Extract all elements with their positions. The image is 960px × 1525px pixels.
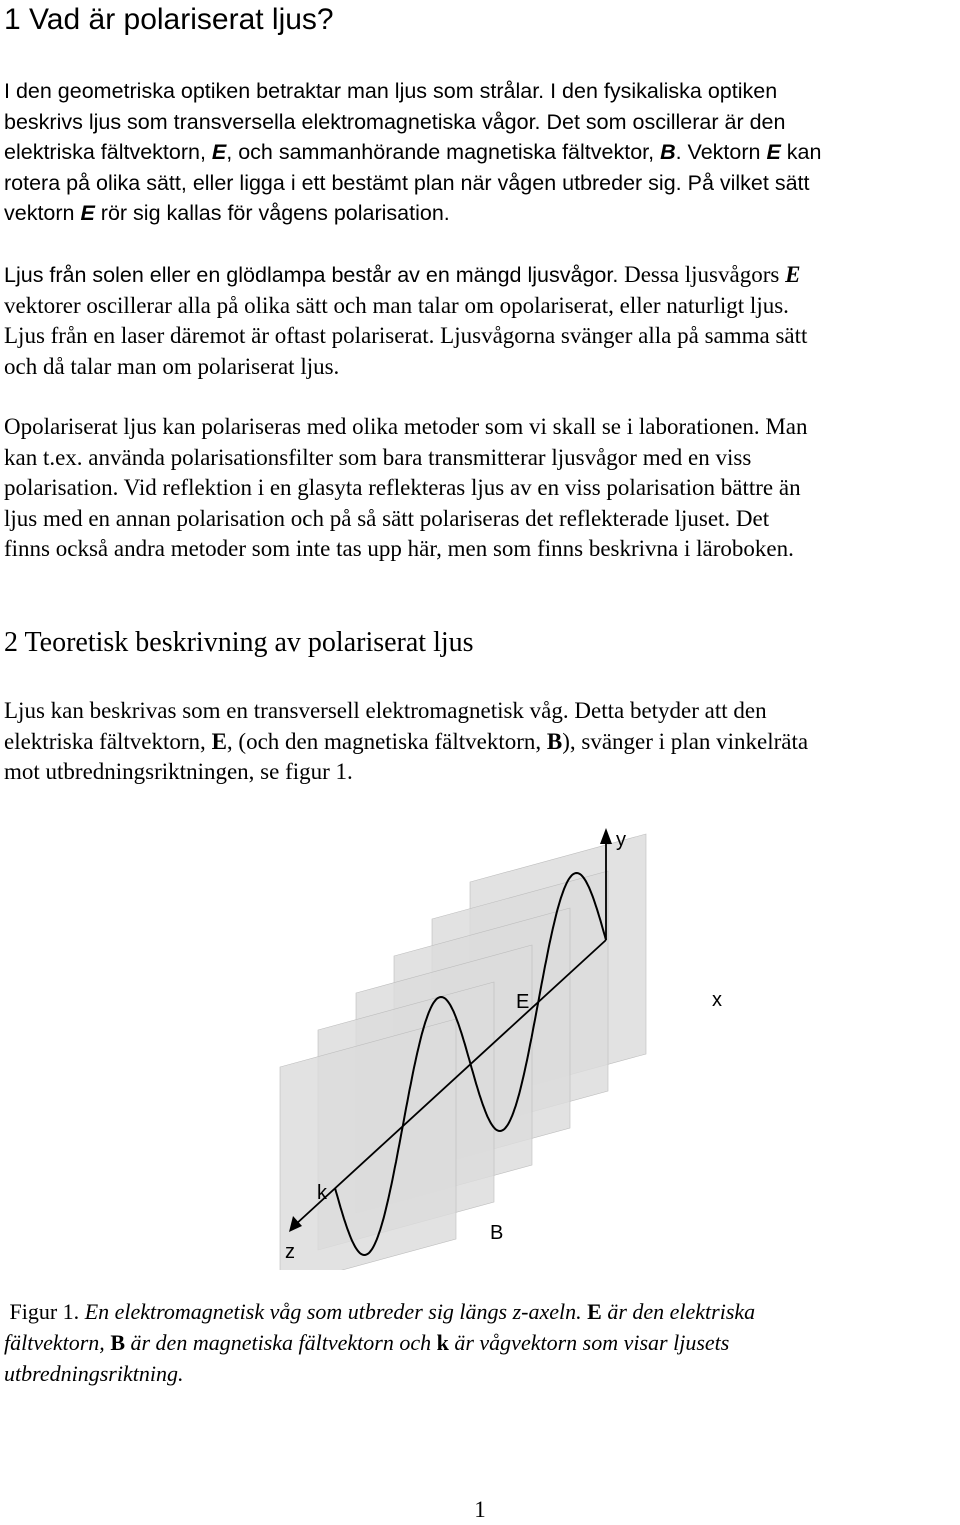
vector-b: B [660,140,676,165]
text-fragment: vektorn [4,201,81,226]
text-fragment: elektriska fältvektorn, [4,140,212,165]
text-line: vektorer oscillerar alla på olika sätt och man talar om opolariserat, eller naturligt ljus. [4,292,789,318]
section-2-paragraph-1 [4,696,808,788]
y-axis-arrowhead [600,828,612,844]
text-line: Opolariserat ljus kan polariseras med olika metoder som vi skall se i laborationen. Man [4,414,808,439]
text-fragment: är vågvektorn som visar ljusets [448,1330,730,1355]
text-line [4,260,807,291]
label-e: E [516,991,530,1013]
text-line: beskrivs ljus som transversella elektromagnetiska vågor. Det som oscillerar är den [4,109,786,134]
caption-line: utbredningsriktning. [4,1361,184,1386]
section-1-paragraph-3 [4,412,808,565]
caption-line [4,1327,755,1358]
vector-e: E [785,262,801,287]
text-line: polarisation. Vid reflektion i en glasyta reflekteras ljus av en viss polarisation bättre än [4,475,801,501]
text-line: kan t.ex. använda polarisationsfilter som bara transmitterar ljusvågor med en viss [4,444,752,470]
vector-e: E [211,728,227,754]
wavefront-planes [280,834,646,1270]
section-1-heading: 1 Vad är polariserat ljus? [4,3,334,36]
text-fragment: . Vektorn [675,140,767,165]
vector-e: E [211,140,227,165]
label-z: z [285,1241,295,1263]
wavefront-plane [280,1019,456,1270]
section-2-heading: 2 Teoretisk beskrivning av polariserat ljus [4,627,474,658]
caption-line [4,1296,755,1327]
vector-k: k [436,1330,449,1355]
text-line [4,137,821,168]
vector-e: E [766,140,781,165]
text-fragment: En elektromagnetisk våg som utbreder sig längs z-axeln. [84,1299,588,1324]
vector-b: B [546,728,563,754]
text-line: I den geometriska optiken betraktar man ljus som strålar. I den fysikaliska optiken [4,79,778,103]
section-1-paragraph-1 [4,76,821,229]
text-fragment: , och sammanhörande magnetiska fältvektor, [226,140,661,165]
text-fragment: rör sig kallas för vågens polarisation. [94,201,450,226]
label-y: y [616,829,626,851]
text-line: Ljus kan beskrivas som en transversell elektromagnetisk våg. Detta betyder att den [4,698,767,723]
page-number: 1 [474,1497,486,1522]
text-fragment: , (och den magnetiska fältvektorn, [226,728,547,754]
text-line [4,198,821,229]
text-line: finns också andra metoder som inte tas upp här, men som finns beskrivna i läroboken. [4,536,794,562]
text-fragment: Ljus från solen eller en glödlampa består av en mängd ljusvågor. [4,263,619,287]
text-line: mot utbredningsriktningen, se figur 1. [4,759,353,785]
vector-e: E [80,201,95,226]
label-k: k [317,1182,327,1204]
text-fragment: Dessa ljusvågors [618,262,786,287]
text-line: Ljus från en laser däremot är oftast polariserat. Ljusvågorna svänger alla på samma sätt [4,323,808,349]
text-line [4,727,808,758]
text-fragment: är den elektriska [601,1299,756,1324]
label-b: B [490,1222,504,1244]
text-fragment: kan [780,140,822,165]
text-line: ljus med en annan polarisation och på så sätt polariseras det reflekterade ljuset. Det [4,505,770,531]
text-fragment: elektriska fältvektorn, [4,728,212,754]
text-fragment: är den magnetiska fältvektorn och [125,1330,437,1355]
text-line: rotera på olika sätt, eller ligga i ett bestämt plan när vågen utbreder sig. På vilket sätt [4,170,810,195]
vector-e: E [587,1299,602,1324]
em-wave-figure [270,820,790,1270]
text-line: och då talar man om polariserat ljus. [4,353,340,379]
text-fragment: ), svänger i plan vinkelräta [562,728,809,754]
vector-b: B [110,1330,125,1355]
section-1-paragraph-2 [4,260,807,382]
label-x: x [712,989,722,1011]
text-fragment: fältvektorn, [4,1330,111,1355]
figure-caption [4,1296,755,1389]
caption-label: Figur 1. [9,1299,85,1324]
